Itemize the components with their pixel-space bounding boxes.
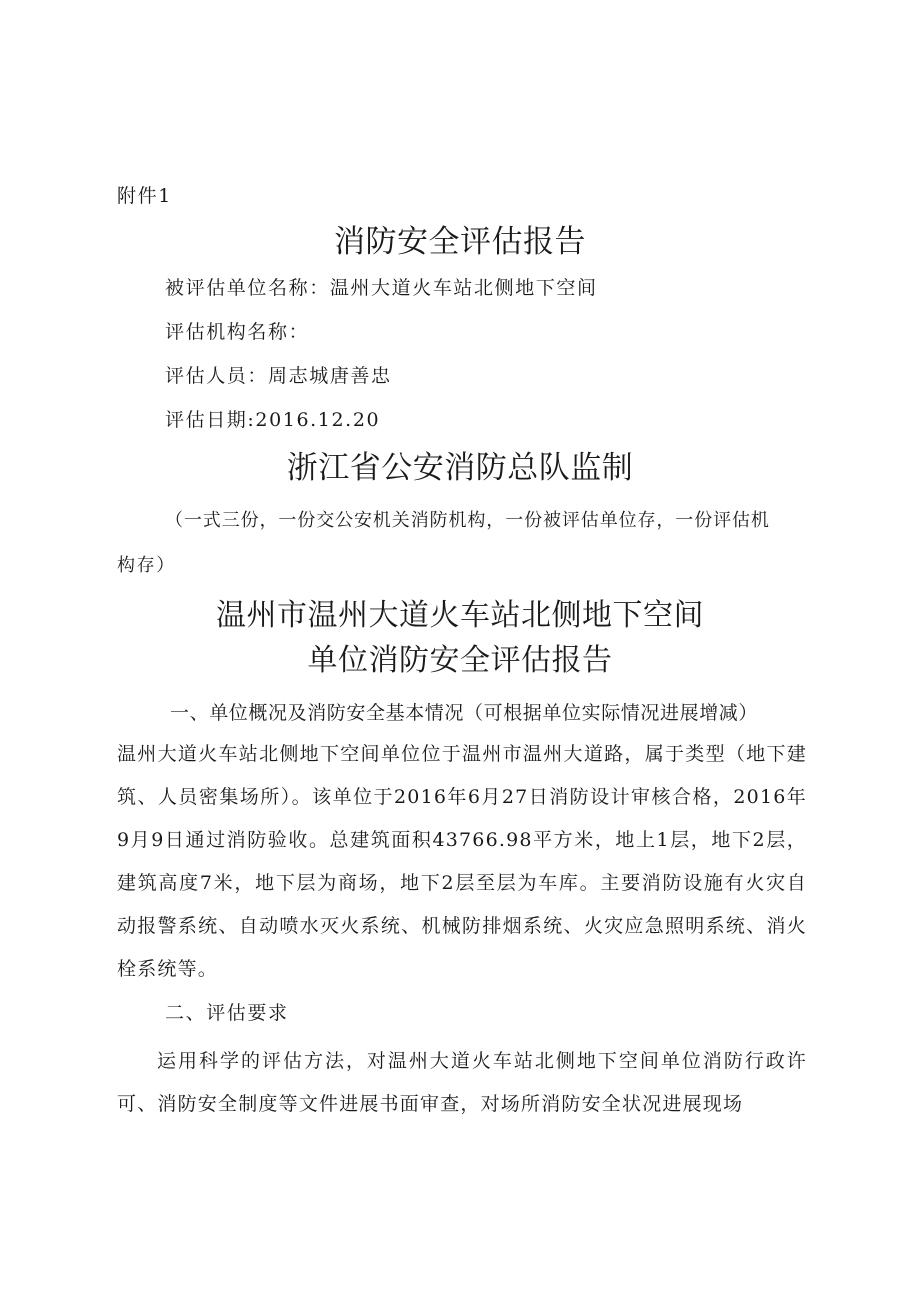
section-2-heading: 二、评估要求 (165, 1002, 289, 1024)
field-label: 评估日期: (165, 409, 256, 431)
copies-note-line-2: 构存） (117, 555, 176, 576)
report-title-line-1: 温州市温州大道火车站北侧地下空间 (216, 598, 704, 633)
section-2-body: 运用科学的评估方法，对温州大道火车站北侧地下空间单位消防行政许可、消防安全制度等文件进展书面审查，对场所消防安全状况进展现场 (117, 1050, 807, 1115)
field-evaluation-agency (165, 319, 309, 345)
field-label: 评估人员： (165, 365, 269, 387)
field-value: 2016.12.20 (255, 409, 381, 431)
attachment-label: 附件1 (117, 185, 172, 207)
field-label: 评估机构名称： (165, 321, 310, 343)
report-title-line-2: 单位消防安全评估报告 (307, 643, 613, 678)
cover-title: 消防安全评估报告 (334, 224, 586, 260)
field-value: 周志城唐善忠 (268, 365, 392, 387)
section-1-body: 温州大道火车站北侧地下空间单位位于温州市温州大道路，属于类型（地下建筑、人员密集场所）。该单位于2016年6月27日消防设计审核合格，2016年9月9日通过消防验收。总建筑面积43766.98平方米，地上1层，地下2层，建筑高度7米，地下层为商场，地下2层至层为车库。主要消防设施有火灾自动报警系统、自动喷水灭火系统、机械防排烟系统、火灾应急照明系统、消火栓系统等。 (117, 743, 807, 980)
issuer-title: 浙江省公安消防总队监制 (286, 450, 634, 486)
section-1-heading: 一、单位概况及消防安全基本情况（可根据单位实际情况进展增减） (170, 702, 759, 724)
field-evaluators (165, 363, 392, 389)
copies-note-line-1: （一式三份，一份交公安机关消防机构，一份被评估单位存，一份评估机 (165, 510, 770, 531)
field-label: 被评估单位名称： (165, 277, 330, 299)
field-value: 温州大道火车站北侧地下空间 (329, 277, 598, 299)
field-evaluated-unit (165, 275, 598, 301)
field-evaluation-date (165, 407, 380, 433)
